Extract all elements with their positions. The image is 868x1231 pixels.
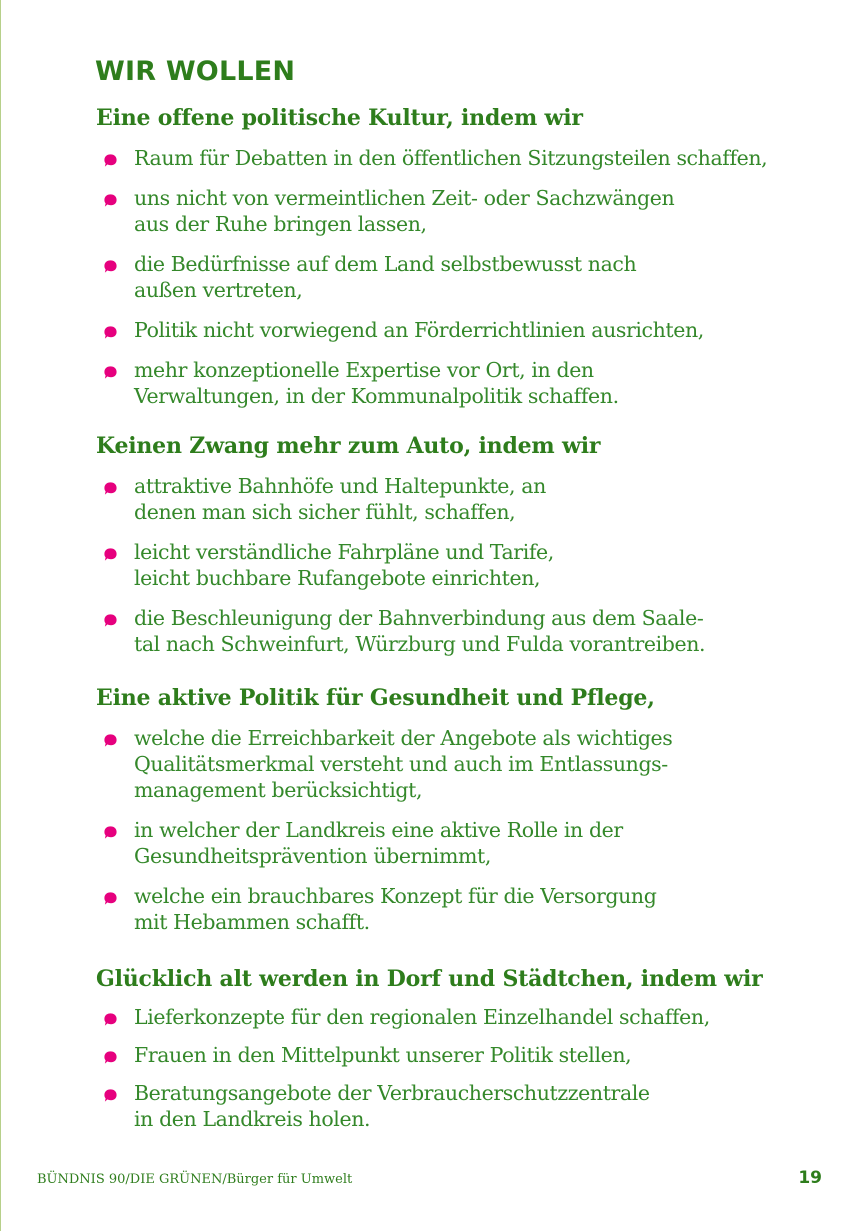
speech-bubble-bullet-icon bbox=[103, 153, 118, 168]
list-item bbox=[96, 1080, 836, 1132]
list-item bbox=[96, 725, 836, 803]
list-item bbox=[96, 317, 836, 343]
section-health-care bbox=[96, 685, 836, 935]
bullet-list bbox=[96, 473, 836, 657]
list-item bbox=[96, 817, 836, 869]
page-number: 19 bbox=[798, 1168, 822, 1188]
list-item bbox=[96, 357, 836, 409]
bullet-list bbox=[96, 725, 836, 935]
speech-bubble-bullet-icon bbox=[103, 825, 118, 840]
speech-bubble-bullet-icon bbox=[103, 613, 118, 628]
list-item bbox=[96, 1004, 836, 1030]
list-item bbox=[96, 605, 836, 657]
list-item bbox=[96, 1042, 836, 1068]
speech-bubble-bullet-icon bbox=[103, 1012, 118, 1027]
list-item bbox=[96, 883, 836, 935]
list-item bbox=[96, 539, 836, 591]
speech-bubble-bullet-icon bbox=[103, 193, 118, 208]
speech-bubble-bullet-icon bbox=[103, 1050, 118, 1065]
section-mobility bbox=[96, 433, 836, 657]
list-item-text: Raum für Debatten in den öffentlichen Sitzungsteilen schaffen, bbox=[134, 146, 768, 170]
speech-bubble-bullet-icon bbox=[103, 891, 118, 906]
list-item bbox=[96, 251, 836, 303]
speech-bubble-bullet-icon bbox=[103, 481, 118, 496]
section-heading: Eine aktive Politik für Gesundheit und Pflege, bbox=[96, 685, 655, 711]
section-heading: Keinen Zwang mehr zum Auto, indem wir bbox=[96, 433, 601, 459]
list-item bbox=[96, 185, 836, 237]
speech-bubble-bullet-icon bbox=[103, 325, 118, 340]
page-title: WIR WOLLEN bbox=[95, 56, 296, 87]
list-item-text: die Bedürfnisse auf dem Land selbstbewusst nach außen vertreten, bbox=[134, 252, 637, 302]
list-item-text: die Beschleunigung der Bahnverbindung aus dem Saale- tal nach Schweinfurt, Würzburg und Fulda vorantreiben. bbox=[134, 606, 706, 656]
list-item bbox=[96, 145, 836, 171]
list-item-text: in welcher der Landkreis eine aktive Rolle in der Gesundheitsprävention übernimmt, bbox=[134, 818, 623, 868]
section-heading: Eine offene politische Kultur, indem wir bbox=[96, 105, 583, 131]
speech-bubble-bullet-icon bbox=[103, 259, 118, 274]
list-item-text: welche ein brauchbares Konzept für die Versorgung mit Hebammen schafft. bbox=[134, 884, 657, 934]
list-item-text: welche die Erreichbarkeit der Angebote als wichtiges Qualitätsmerkmal versteht und auch im Entlassungs- management berücksichtigt, bbox=[134, 726, 673, 802]
list-item-text: mehr konzeptionelle Expertise vor Ort, in den Verwaltungen, in der Kommunalpolitik schaffen. bbox=[134, 358, 619, 408]
footer-party-name: BÜNDNIS 90/DIE GRÜNEN/Bürger für Umwelt bbox=[37, 1172, 353, 1187]
bullet-list bbox=[96, 1004, 836, 1132]
speech-bubble-bullet-icon bbox=[103, 547, 118, 562]
list-item-text: Politik nicht vorwiegend an Förderrichtlinien ausrichten, bbox=[134, 318, 704, 342]
list-item-text: Lieferkonzepte für den regionalen Einzelhandel schaffen, bbox=[134, 1005, 710, 1029]
section-political-culture bbox=[96, 105, 836, 409]
section-aging-well bbox=[96, 966, 836, 1132]
section-heading: Glücklich alt werden in Dorf und Städtchen, indem wir bbox=[96, 966, 763, 992]
list-item-text: uns nicht von vermeintlichen Zeit- oder Sachzwängen aus der Ruhe bringen lassen, bbox=[134, 186, 675, 236]
speech-bubble-bullet-icon bbox=[103, 733, 118, 748]
bullet-list bbox=[96, 145, 836, 409]
list-item bbox=[96, 473, 836, 525]
speech-bubble-bullet-icon bbox=[103, 365, 118, 380]
speech-bubble-bullet-icon bbox=[103, 1088, 118, 1103]
page-edge-line bbox=[0, 0, 1, 1231]
list-item-text: Frauen in den Mittelpunkt unserer Politik stellen, bbox=[134, 1043, 632, 1067]
list-item-text: leicht verständliche Fahrpläne und Tarife, leicht buchbare Rufangebote einrichten, bbox=[134, 540, 554, 590]
list-item-text: Beratungsangebote der Verbraucherschutzzentrale in den Landkreis holen. bbox=[134, 1081, 650, 1131]
list-item-text: attraktive Bahnhöfe und Haltepunkte, an denen man sich sicher fühlt, schaffen, bbox=[134, 474, 546, 524]
